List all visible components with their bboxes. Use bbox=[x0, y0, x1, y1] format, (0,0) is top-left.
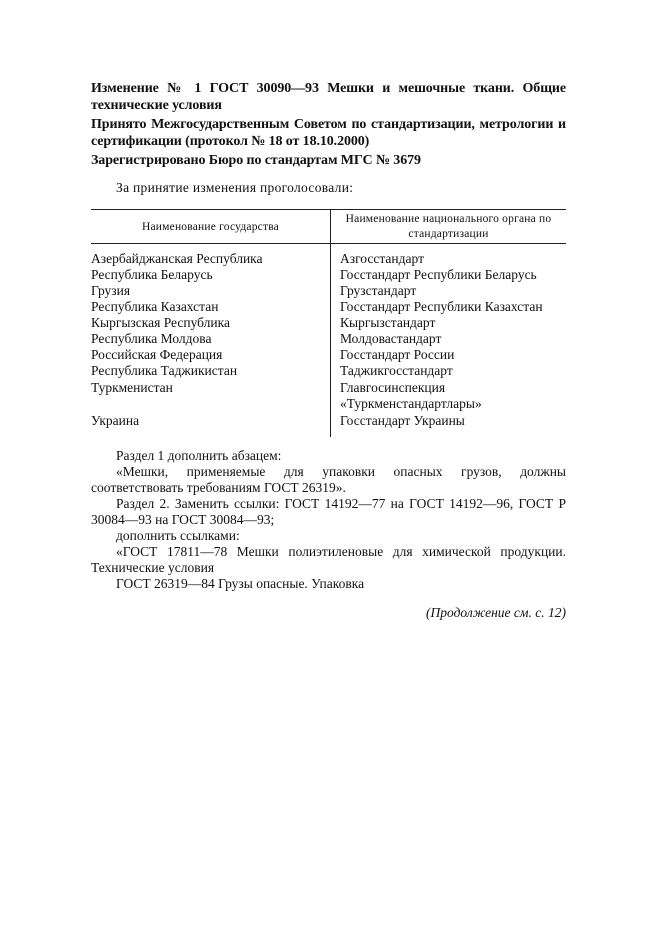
table-cell-org: Таджикгосстандарт bbox=[340, 363, 453, 378]
table-cell-state: Республика Молдова bbox=[91, 331, 212, 346]
reference-gost-26319: ГОСТ 26319—84 Грузы опасные. Упаковка bbox=[116, 576, 365, 591]
table-cell-state: Туркменистан bbox=[91, 380, 173, 395]
table-cell-org: Госстандарт Республики Беларусь bbox=[340, 267, 537, 282]
table-cell-org: Грузстандарт bbox=[340, 283, 417, 298]
table-cell-org: Госстандарт Украины bbox=[340, 413, 465, 428]
reference-gost-17811: «ГОСТ 17811—78 Мешки полиэтиленовые для химической продукции. Технические условия bbox=[91, 544, 566, 575]
table-cell-org: Азгосстандарт bbox=[340, 251, 424, 266]
table-cell-org: Молдовастандарт bbox=[340, 331, 442, 346]
column-header-state: Наименование государства bbox=[142, 221, 279, 233]
section1-instruction: Раздел 1 дополнить абзацем: bbox=[116, 448, 282, 463]
table-header-rule bbox=[91, 243, 566, 244]
vote-intro: За принятие изменения проголосовали: bbox=[116, 180, 354, 195]
table-cell-org: Госстандарт России bbox=[340, 347, 455, 362]
table-column-divider bbox=[330, 209, 331, 437]
column-header-org: Наименование национального органа по стандартизации bbox=[345, 213, 552, 240]
section1-added-paragraph: «Мешки, применяемые для упаковки опасных грузов, должны соответствовать требованиям ГОСТ 26319». bbox=[91, 464, 566, 495]
section2-replacement: Раздел 2. Заменить ссылки: ГОСТ 14192—77 на ГОСТ 14192—96, ГОСТ Р 30084—93 на ГОСТ 30084—93; bbox=[91, 496, 566, 527]
table-cell-state: Кыргызская Республика bbox=[91, 315, 230, 330]
table-cell-org: Главгосинспекция «Туркменстандартлары» bbox=[340, 380, 482, 411]
table-cell-state: Грузия bbox=[91, 283, 131, 298]
table-cell-state: Российская Федерация bbox=[91, 347, 223, 362]
table-cell-state: Украина bbox=[91, 413, 140, 428]
table-cell-state: Республика Беларусь bbox=[91, 267, 213, 282]
adopted-statement: Принято Межгосударственным Советом по стандартизации, метрологии и сертификации (протокол № 18 от 18.10.2000) bbox=[91, 117, 566, 149]
section2-add-references: дополнить ссылками: bbox=[116, 528, 240, 543]
continuation-note: (Продолжение см. с. 12) bbox=[426, 605, 566, 620]
table-cell-org: Госстандарт Республики Казахстан bbox=[340, 299, 543, 314]
table-cell-org: Кыргызстандарт bbox=[340, 315, 436, 330]
table-cell-state: Республика Таджикистан bbox=[91, 363, 238, 378]
amendment-title: Изменение № 1 ГОСТ 30090—93 Мешки и мешочные ткани. Общие технические условия bbox=[91, 81, 566, 113]
table-cell-state: Республика Казахстан bbox=[91, 299, 219, 314]
table-cell-state: Азербайджанская Республика bbox=[91, 251, 263, 266]
table-top-rule bbox=[91, 209, 566, 210]
registration-statement: Зарегистрировано Бюро по стандартам МГС № 3679 bbox=[91, 153, 421, 168]
